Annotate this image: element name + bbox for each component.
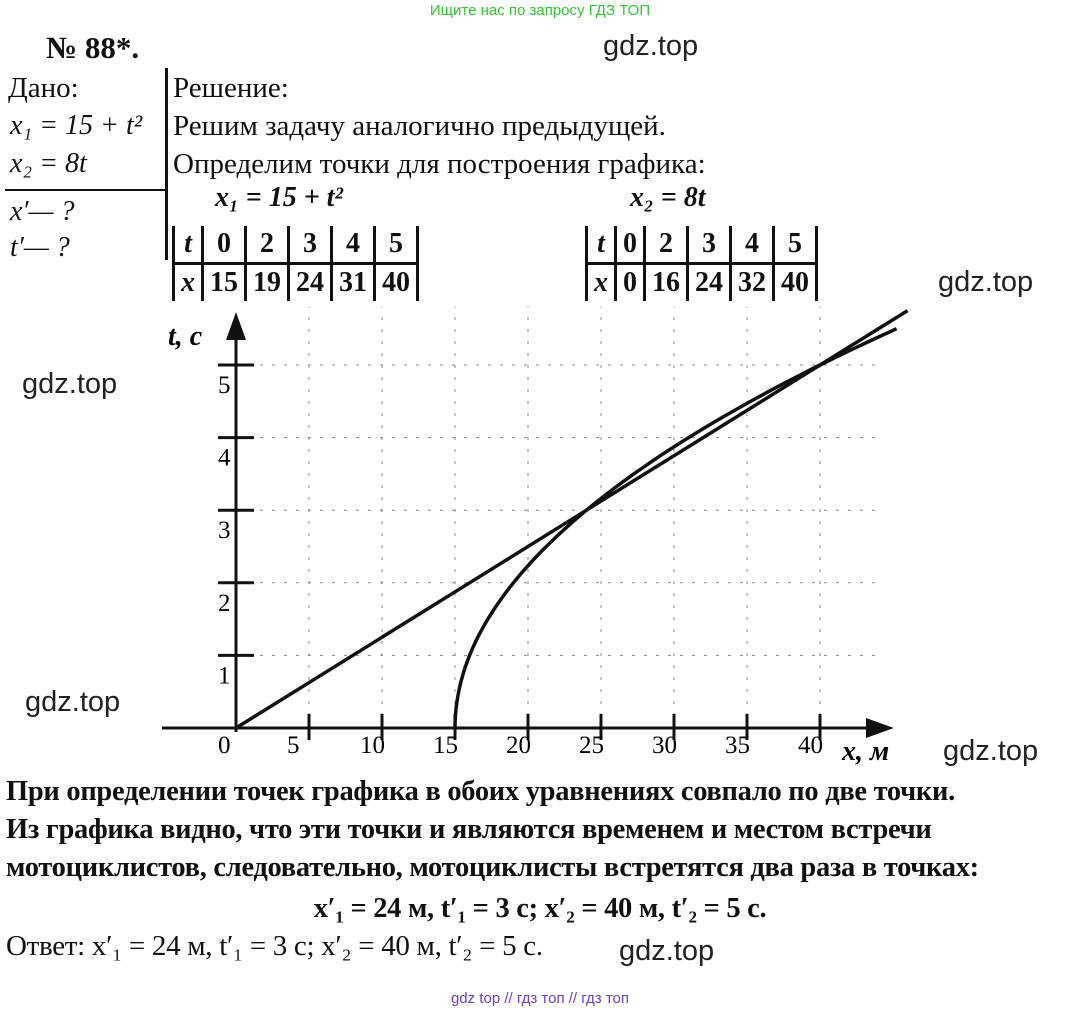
y-tick-label: 4 (218, 444, 231, 472)
given-divider-horizontal (5, 189, 167, 191)
table-cell: x (174, 264, 203, 302)
x-axis-label: x, м (842, 736, 890, 767)
footer-links[interactable]: gdz top // гдз топ // гдз топ (450, 990, 630, 1007)
table-cell: 0 (616, 264, 645, 302)
table-cell: 5 (774, 226, 817, 264)
table-cell: 40 (774, 264, 817, 302)
table-cell: 24 (289, 264, 332, 302)
table-cell: 4 (332, 226, 375, 264)
table-cell: 40 (375, 264, 418, 302)
table-cell: 16 (645, 264, 688, 302)
watermark: gdz.top (25, 686, 121, 718)
unknown-2: t′— ? (10, 232, 70, 263)
y-tick-label: 3 (218, 517, 231, 545)
y-tick-label: 2 (218, 589, 231, 617)
table-cell: 0 (203, 226, 246, 264)
table-cell: 4 (731, 226, 774, 264)
answer-line: Ответ: x′₁ = 24 м, t′₁ = 3 с; x′₂ = 40 м, t′₂ = 5 с. (6, 930, 543, 962)
x-tick-label: 30 (652, 732, 677, 759)
watermark: gdz.top (619, 935, 715, 967)
watermark: gdz.top (22, 368, 118, 400)
values-table-2 (585, 226, 818, 301)
given-eq-2: x₂ = 8t (10, 148, 87, 179)
watermark: gdz.top (938, 266, 1034, 298)
top-banner[interactable]: Ищите нас по запросу ГДЗ ТОП (429, 2, 651, 19)
y-tick-label: 5 (218, 372, 231, 399)
watermark: gdz.top (943, 735, 1039, 767)
y-axis-label: t, с (168, 321, 203, 352)
y-axis-arrow (226, 312, 246, 340)
x-tick-label: 20 (506, 732, 531, 759)
solution-line-2: Определим точки для построения графика: (173, 148, 706, 180)
table-cell: 19 (246, 264, 289, 302)
table-cell: 3 (688, 226, 731, 264)
solution-label: Решение: (173, 72, 289, 104)
given-divider-vertical (165, 68, 168, 260)
table-cell: t (587, 226, 616, 264)
table-cell: 32 (731, 264, 774, 302)
given-label: Дано: (8, 72, 79, 104)
table2-title: x₂ = 8t (630, 182, 706, 213)
solution-line-1: Решим задачу аналогично предыдущей. (173, 110, 666, 142)
x-tick-label: 15 (433, 732, 458, 759)
table-cell: 0 (616, 226, 645, 264)
x-tick-label: 25 (579, 732, 604, 759)
unknown-1: x′— ? (10, 196, 75, 227)
problem-title: № 88*. (46, 30, 140, 65)
x-tick-label: 5 (287, 732, 300, 759)
conclusion-line-3: мотоциклистов, следовательно, мотоциклисты встретятся два раза в точках: (6, 852, 979, 883)
chart-series (236, 311, 908, 728)
conclusion-line-1: При определении точек графика в обоих уравнениях совпало по две точки. (6, 776, 955, 807)
table-cell: 24 (688, 264, 731, 302)
table-cell: t (174, 226, 203, 264)
x-tick-label: 40 (798, 732, 823, 759)
table1-title: x₁ = 15 + t² (215, 182, 343, 213)
values-table-1 (172, 226, 419, 301)
x-tick-label: 35 (725, 732, 750, 759)
x-tick-label: 0 (218, 732, 231, 759)
given-eq-1: x₁ = 15 + t² (10, 110, 143, 141)
table-cell: 31 (332, 264, 375, 302)
chart-labels (218, 372, 823, 759)
series-line-x2 (236, 311, 908, 728)
motion-graph (0, 300, 1080, 770)
result-line: x′₁ = 24 м, t′₁ = 3 с; x′₂ = 40 м, t′₂ = 5 с. (313, 893, 767, 924)
series-line-x1 (455, 329, 897, 728)
table-cell: 15 (203, 264, 246, 302)
conclusion-line-2: Из графика видно, что эти точки и являются временем и местом встречи (6, 814, 932, 845)
table-cell: 3 (289, 226, 332, 264)
x-tick-label: 10 (360, 732, 385, 759)
table-cell: 2 (645, 226, 688, 264)
chart-axes (162, 312, 894, 738)
chart-grid (236, 307, 878, 728)
y-tick-label: 1 (218, 662, 231, 690)
table-cell: 5 (375, 226, 418, 264)
table-cell: 2 (246, 226, 289, 264)
x-axis-arrow (866, 718, 894, 738)
watermark: gdz.top (603, 30, 699, 62)
table-cell: x (587, 264, 616, 302)
